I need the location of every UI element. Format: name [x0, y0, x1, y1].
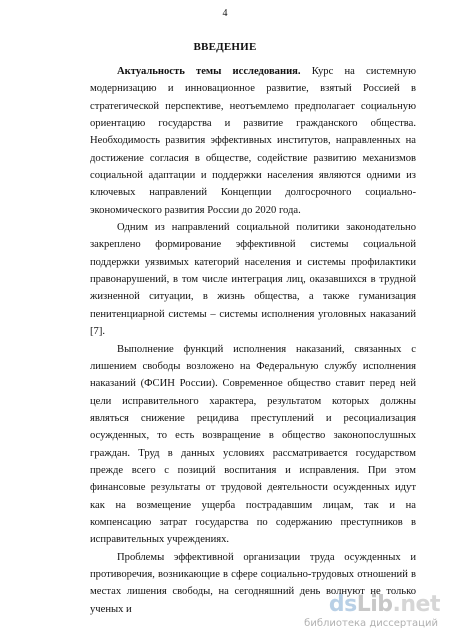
section-heading: ВВЕДЕНИЕ [193, 41, 257, 53]
page-number: 4 [222, 8, 228, 19]
paragraph-1-text: Курс на системную модернизацию и инновационное развитие, взятый Россией в стратегической перспективе, неотъемлемо предполагает социальную ориентацию государства и развитие гражданского общества. Необходимость развития эффективных институтов, направленных на достижение согласия в обществе, содействие развитию механизмов социальной адаптации и поддержки населения являются одними из ключевых направлений Концепции долгосрочного социально-экономического развития России до 2020 года. [90, 66, 416, 216]
paragraph-2-text: Одним из направлений социальной политики законодательно закреплено формирование эффективной системы социальной поддержки уязвимых категорий населения и системы профилактики правонарушений, в том числе интеграция лиц, оказавшихся в трудной жизненной ситуации, в жизнь общества, а также гуманизация пенитенциарной системы – системы исполнения уголовных наказаний [7]. [90, 222, 416, 338]
watermark-subtitle: библиотека диссертаций [304, 618, 438, 629]
paragraph-3-text: Выполнение функций исполнения наказаний, связанных с лишением свободы возложено на Федеральную службу исполнения наказаний (ФСИН России). Современное общество ставит перед ней цели исправительного характера, результатом которых должны являться снижение рецидива преступлений и ресоциализация осужденных, то есть возвращение в общество законопослушных граждан. Труд в данных условиях рассматривается государством прежде всего с позиций воспитания и исправления. При этом финансовые результаты от трудовой деятельности осужденных идут как на возмещение ущерба пострадавшим лицам, так и на компенсацию затрат государства по содержанию преступников в исправительных учреждениях. [90, 343, 416, 546]
paragraph-1 [90, 63, 416, 219]
watermark [304, 592, 440, 633]
watermark-logo-main: Lib [356, 592, 393, 617]
document-body [90, 63, 416, 618]
paragraph-4-text: Проблемы эффективной организации труда осужденных и противоречия, возникающие в сфере социально-трудовых отношений в местах лишения свободы, на сегодняшний день волнуют не только ученых и [90, 551, 416, 615]
paragraph-2 [90, 219, 416, 340]
watermark-logo-suffix: .net [392, 592, 440, 617]
watermark-logo-prefix: ds [328, 592, 357, 617]
paragraph-1-lead: Актуальность темы исследования. [117, 66, 301, 77]
watermark-logo [329, 593, 440, 617]
paragraph-3 [90, 341, 416, 549]
